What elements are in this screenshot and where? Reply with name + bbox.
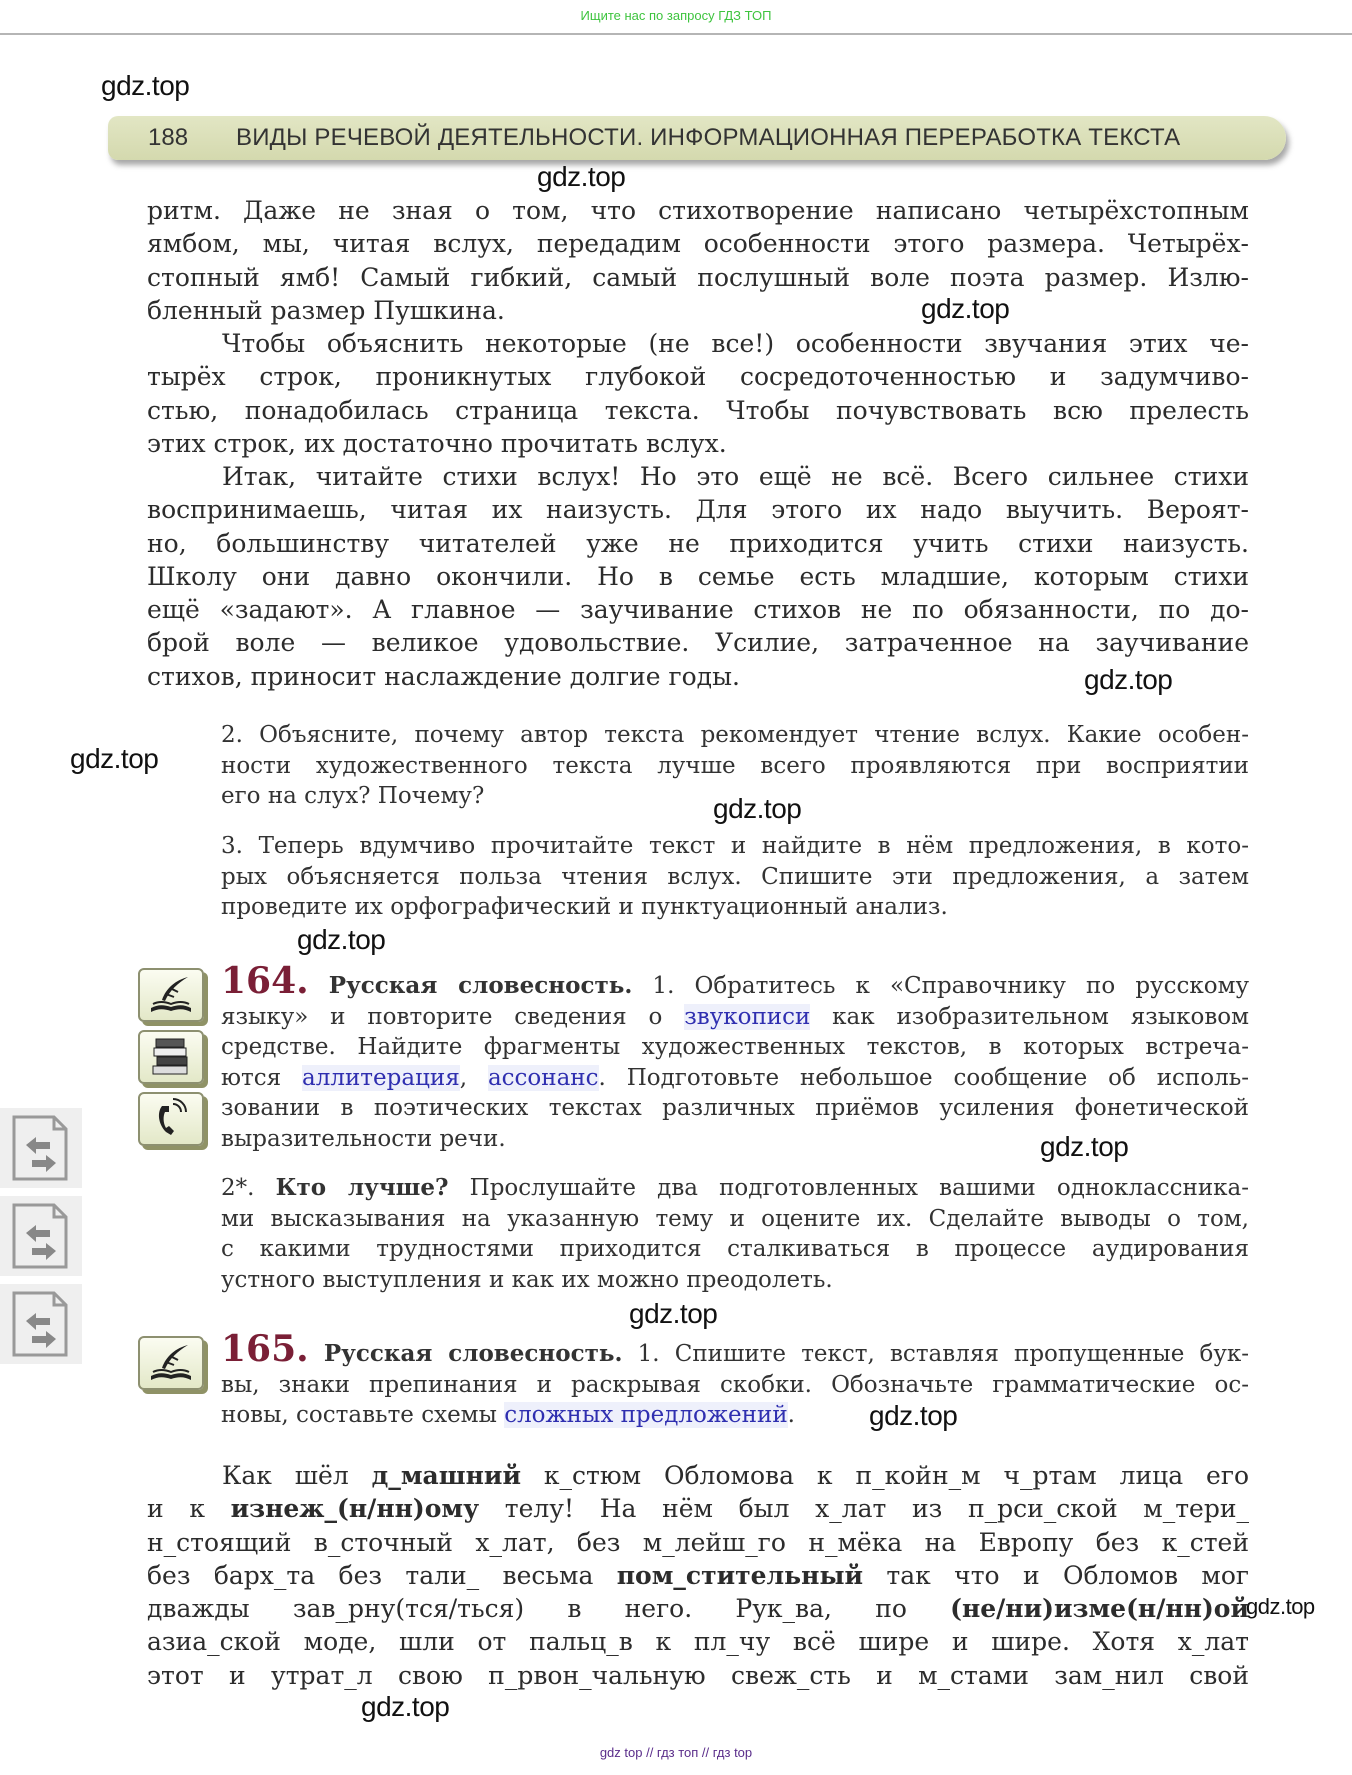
- text-segment: .: [787, 1402, 795, 1428]
- footer-links[interactable]: gdz top // гдз топ // гдз top: [599, 1745, 753, 1760]
- exercise-164-part-2: [221, 1173, 1249, 1295]
- document-swap-icon: [12, 1203, 70, 1269]
- exercise-165: [221, 1328, 1250, 1431]
- text-line: [221, 1002, 1249, 1033]
- watermark: gdz.top: [921, 293, 1010, 324]
- text-line: азиа_ской моде, шли от пальц_в к пл_чу всё шире и шире. Хотя х_лат: [147, 1627, 1249, 1657]
- link-assonans[interactable]: ассонанс: [487, 1064, 599, 1091]
- text-line: ритм. Даже не зная о том, что стихотворение написано четырёхстопным: [147, 196, 1249, 225]
- task-3: [221, 831, 1249, 923]
- side-button-3[interactable]: [0, 1284, 82, 1364]
- text-line: тырёх строк, проникнутых глубокой сосредоточенностью и задумчиво-: [147, 362, 1249, 392]
- bold-word: изнеж_(н/нн)ому: [230, 1494, 480, 1524]
- side-button-1[interactable]: [0, 1108, 82, 1188]
- text-line: рых объясняется польза чтения вслух. Спишите эти предложения, а затем: [221, 863, 1249, 890]
- books-stack-icon: [138, 1030, 204, 1084]
- top-banner: [0, 0, 1352, 35]
- paragraph-2: [147, 327, 1249, 460]
- text-line: воспринимаешь, читая их наизусть. Для этого их надо выучить. Вероят-: [147, 495, 1249, 525]
- text-line: [221, 1328, 1250, 1370]
- banner-text: Ищите нас по запросу ГДЗ ТОП: [580, 8, 772, 23]
- text-line: Итак, читайте стихи вслух! Но это ещё не всё. Всего сильнее стихи: [222, 462, 1249, 491]
- text-line: брой воле — великое удовольствие. Усилие, затраченное на заучивание: [147, 628, 1249, 658]
- text-line: [221, 1063, 1249, 1094]
- text-line: Школу они давно окончили. Но в семье есть младшие, которым стихи: [147, 561, 1249, 591]
- text-segment: дважды зав_рну(тся/ться) в него. Рук_ва, по: [147, 1594, 951, 1624]
- text-segment: так что и Обломов мог: [863, 1560, 1249, 1590]
- text-line: стопный ямб! Самый гибкий, самый послушный воле поэта размер. Излю-: [147, 262, 1249, 292]
- quill-book-icon: [138, 1336, 204, 1390]
- text-line: [221, 960, 1249, 1002]
- exercise-heading: Русская словесность.: [323, 1340, 623, 1367]
- text-line: ности художественного текста лучше всего проявляются при восприятии: [221, 752, 1249, 779]
- exercise-164: [221, 960, 1249, 1154]
- text-line: [147, 1592, 1249, 1625]
- text-segment: Прослушайте два подготовленных вашими одноклассника-: [448, 1175, 1250, 1201]
- text-segment: как изобразительном языковом: [810, 1003, 1249, 1030]
- text-segment: новы, составьте схемы: [221, 1402, 505, 1428]
- text-segment: 1. Обратитесь к «Справочнику по русскому: [632, 973, 1249, 999]
- watermark: gdz.top: [361, 1691, 450, 1722]
- text-line: его на слух? Почему?: [221, 783, 485, 809]
- task-2: [221, 720, 1249, 812]
- text-segment: телу! На нём был х_лат из п_рси_ской м_тери_: [479, 1494, 1250, 1524]
- page-title: ВИДЫ РЕЧЕВОЙ ДЕЯТЕЛЬНОСТИ. ИНФОРМАЦИОННАЯ ПЕРЕРАБОТКА ТЕКСТА: [236, 124, 1181, 151]
- phone-audio-icon: [138, 1092, 204, 1146]
- text-segment: и к: [147, 1494, 231, 1524]
- text-line: [147, 1492, 1249, 1525]
- text-segment: . Подготовьте небольшое сообщение об исполь-: [598, 1064, 1249, 1091]
- watermark: gdz.top: [713, 793, 802, 824]
- text-line: ямбом, мы, читая вслух, передадим особенности этого размера. Четырёх-: [147, 229, 1249, 259]
- page-header: [108, 116, 1286, 160]
- text-line: [221, 1173, 1249, 1204]
- text-line: [147, 1459, 1249, 1492]
- text-line: зовании в поэтических текстах различных приёмов усиления фонетической: [221, 1095, 1249, 1121]
- watermark: gdz.top: [1040, 1131, 1129, 1162]
- text-line: стихов, приносит наслаждение долгие годы.: [147, 661, 740, 691]
- text-line: [147, 1559, 1249, 1592]
- text-segment: без барх_та без тали_ весьма: [147, 1560, 617, 1590]
- watermark: gdz.top: [101, 70, 190, 101]
- text-line: Чтобы объяснить некоторые (не все!) особенности звучания этих че-: [222, 329, 1249, 358]
- bold-word: (не/ни)изме(н/нн)ой: [950, 1594, 1249, 1624]
- text-line: вы, знаки препинания и раскрывая скобки. Обозначьте грамматические ос-: [221, 1371, 1249, 1398]
- text-segment: ,: [459, 1064, 488, 1091]
- text-line: ми высказывания на указанную тему и оцените их. Сделайте выводы о том,: [221, 1205, 1249, 1232]
- bold-word: пом_стительный: [616, 1560, 864, 1590]
- exercise-heading: Русская словесность.: [328, 972, 633, 999]
- text-line: но, большинству читателей уже не приходится учить стихи наизусть.: [147, 528, 1249, 558]
- text-line: проведите их орфографический и пунктуационный анализ.: [221, 894, 948, 920]
- paragraph-3: [147, 460, 1249, 693]
- page-number: 188: [148, 124, 189, 151]
- watermark: gdz.top: [1246, 1594, 1315, 1619]
- bold-word: д_машний: [371, 1461, 521, 1490]
- watermark: gdz.top: [869, 1400, 958, 1431]
- document-swap-icon: [12, 1115, 70, 1181]
- part-number: 2*.: [221, 1175, 255, 1201]
- text-segment: ются: [221, 1064, 303, 1091]
- text-line: 2. Объясните, почему автор текста рекомендует чтение вслух. Какие особен-: [221, 722, 1249, 748]
- watermark: gdz.top: [629, 1298, 718, 1329]
- text-segment: к_стюм Обломова к п_койн_м ч_ртам лица его: [521, 1461, 1249, 1490]
- text-line: устного выступления и как их можно преодолеть.: [221, 1266, 833, 1293]
- link-alliteratsiya[interactable]: аллитерация: [302, 1064, 460, 1091]
- text-segment: Как шёл: [222, 1461, 372, 1490]
- text-line: 3. Теперь вдумчиво прочитайте текст и найдите в нём предложения, в кото-: [221, 833, 1249, 859]
- side-button-2[interactable]: [0, 1196, 82, 1276]
- text-line: стью, понадобилась страница текста. Чтобы почувствовать всю прелесть: [147, 395, 1249, 425]
- watermark: gdz.top: [537, 161, 626, 192]
- exercise-number: 165.: [221, 1328, 309, 1370]
- exercise-number: 164.: [221, 960, 309, 1002]
- text-line: н_стоящий в_сточный х_лат, без м_лейш_го н_мёка на Европу без к_стей: [147, 1527, 1249, 1557]
- text-line: этот и утрат_л свою п_рвон_чальную свеж_сть и м_стами зам_нил свой: [147, 1660, 1249, 1690]
- watermark: gdz.top: [1084, 664, 1173, 695]
- watermark: gdz.top: [70, 743, 159, 774]
- paragraph-1: [147, 194, 1249, 327]
- text-line: с какими трудностями приходится сталкиваться в процессе аудирования: [221, 1236, 1249, 1262]
- part-heading: Кто лучше?: [275, 1174, 449, 1201]
- text-line: средстве. Найдите фрагменты художественных текстов, в которых встреча-: [221, 1034, 1249, 1060]
- text-line: этих строк, их достаточно прочитать вслух.: [147, 428, 727, 458]
- text-line: ещё «задают». А главное — заучивание стихов не по обязанности, по до-: [147, 595, 1249, 625]
- text-line: выразительности речи.: [221, 1125, 506, 1152]
- text-segment: 1. Спишите текст, вставляя пропущенные бук-: [622, 1341, 1250, 1367]
- text-line: [221, 1400, 1249, 1431]
- exercise-text: [147, 1459, 1249, 1692]
- watermark: gdz.top: [297, 924, 386, 955]
- link-zvukopis[interactable]: звукописи: [684, 1003, 811, 1030]
- quill-book-icon: [138, 968, 204, 1022]
- text-line: бленный размер Пушкина.: [147, 295, 505, 325]
- link-slozhnye-predlozheniya[interactable]: сложных предложений: [504, 1402, 788, 1428]
- document-swap-icon: [12, 1291, 70, 1357]
- text-segment: языку» и повторите сведения о: [221, 1003, 685, 1030]
